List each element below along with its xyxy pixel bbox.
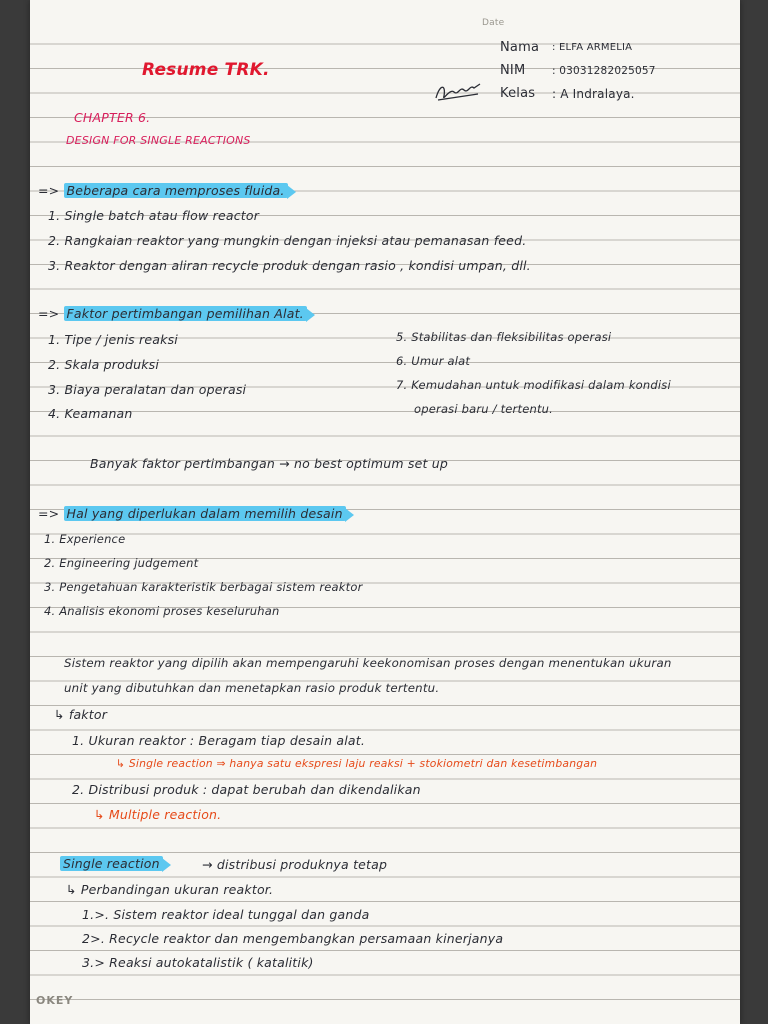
list-item: 4. Analisis ekonomi proses keseluruhan [44, 604, 280, 618]
brand-logo: OKEY [36, 994, 74, 1007]
paragraph-line: unit yang dibutuhkan dan menetapkan rasio produk tertentu. [64, 681, 440, 695]
section2-heading-text: Faktor pertimbangan pemilihan Alat. [64, 306, 307, 321]
kelas-label: Kelas [500, 86, 536, 101]
list-item: 2. Distribusi produk : dapat berubah dan dikendalikan [72, 782, 421, 797]
section4-heading-text: Single reaction [60, 856, 163, 871]
section1-heading-text: Beberapa cara memproses fluida. [64, 183, 288, 198]
highlight-arrow-icon [345, 508, 354, 522]
list-item: 3. Pengetahuan karakteristik berbagai sistem reaktor [44, 580, 363, 594]
section4-heading-rest: → distribusi produknya tetap [202, 857, 388, 872]
faktor-label: ↳ faktor [54, 707, 108, 722]
list-item: 1. Ukuran reaktor : Beragam tiap desain alat. [72, 733, 366, 748]
date-label: Date [482, 18, 505, 28]
section1-heading: => Beberapa cara memproses fluida. [38, 183, 296, 199]
signature-icon [432, 80, 484, 104]
nim-value: : 03031282025057 [552, 65, 656, 77]
section4-heading [60, 856, 171, 872]
list-item: 6. Umur alat [396, 354, 471, 368]
nim-label: NIM [500, 63, 526, 78]
kelas-value: : A Indralaya. [552, 87, 635, 101]
list-item: 2. Engineering judgement [44, 556, 199, 570]
list-item: 7. Kemudahan untuk modifikasi dalam kondisi [396, 378, 671, 392]
list-item: 2. Skala produksi [48, 357, 160, 372]
chapter-title: DESIGN FOR SINGLE REACTIONS [66, 134, 251, 147]
highlight-arrow-icon [162, 858, 171, 872]
nama-value: : ELFA ARMELIA [552, 42, 633, 53]
list-item: 5. Stabilitas dan fleksibilitas operasi [396, 330, 612, 344]
list-item: 1. Single batch atau flow reactor [48, 208, 260, 223]
section2-heading: => Faktor pertimbangan pemilihan Alat. [38, 306, 315, 322]
f1-note: ↳ Single reaction ⇒ hanya satu ekspresi laju reaksi + stokiometri dan kesetimbangan [116, 757, 598, 770]
chapter-number: CHAPTER 6. [74, 110, 151, 125]
section3-heading-text: Hal yang diperlukan dalam memilih desain [64, 506, 346, 521]
f2-note: ↳ Multiple reaction. [94, 807, 222, 822]
list-item: operasi baru / tertentu. [414, 402, 554, 416]
notebook-page [30, 0, 740, 1024]
highlight-arrow-icon [306, 308, 315, 322]
list-item: 1. Experience [44, 532, 126, 546]
section2-note: Banyak faktor pertimbangan → no best optimum set up [90, 456, 449, 471]
highlight-arrow-icon [287, 185, 296, 199]
list-item: 4. Keamanan [48, 406, 133, 421]
paragraph-line: Sistem reaktor yang dipilih akan mempengaruhi keekonomisan proses dengan menentukan ukuran [64, 656, 672, 670]
list-item: 2. Rangkaian reaktor yang mungkin dengan injeksi atau pemanasan feed. [48, 233, 527, 248]
list-item: 1.>. Sistem reaktor ideal tunggal dan ganda [82, 907, 370, 922]
section3-heading: => Hal yang diperlukan dalam memilih desain [38, 506, 354, 522]
list-item: 2>. Recycle reaktor dan mengembangkan persamaan kinerjanya [82, 931, 504, 946]
list-item: 3. Biaya peralatan dan operasi [48, 382, 247, 397]
section4-sub: ↳ Perbandingan ukuran reaktor. [66, 882, 274, 897]
page-title: Resume TRK. [142, 60, 270, 80]
list-item: 1. Tipe / jenis reaksi [48, 332, 178, 347]
list-item: 3. Reaktor dengan aliran recycle produk dengan rasio , kondisi umpan, dll. [48, 258, 531, 273]
nama-label: Nama [500, 40, 540, 55]
list-item: 3.> Reaksi autokatalistik ( katalitik) [82, 955, 314, 970]
